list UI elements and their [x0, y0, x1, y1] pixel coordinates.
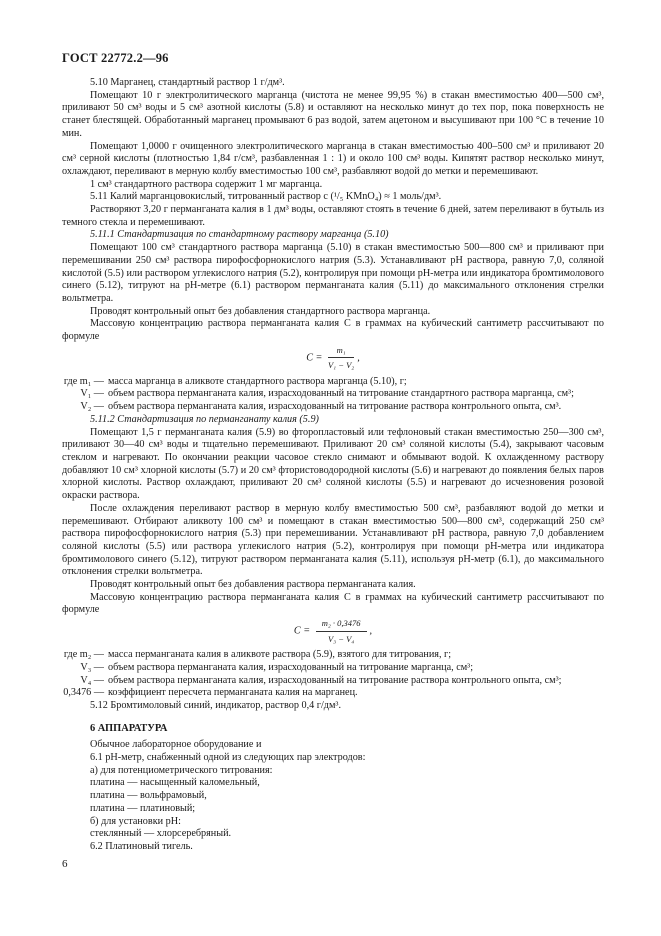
paragraph: Помещают 1,0000 г очищенного электролитического марганца в стакан вместимостью 400–500 см³ и приливают 20 см³ серной кислоты (плотностью 1,84 г/см³, разбавленная 1 : 1) и около 100 см³ воды. Кипятят раствор несколько минут, охлаждают, переливают в мерную колбу вместимостью 100 см³, разбавляют водой до метки и перемешивают.	[62, 140, 604, 177]
paragraph: 5.11.1 Стандартизация по стандартному раствору марганца (5.10)	[90, 229, 389, 241]
paragraph: платина — насыщенный каломельный,	[90, 777, 260, 789]
formula-lhs: C =	[306, 352, 323, 364]
paragraph: Массовую концентрацию раствора перманганата калия C в граммах на кубический сантиметр рассчитывают по формуле	[62, 318, 604, 343]
paragraph: 5.11.2 Стандартизация по перманганату калия (5.9)	[90, 413, 319, 425]
formula-2-legend	[62, 649, 604, 700]
page-number: 6	[62, 858, 68, 870]
legend-row	[62, 687, 604, 700]
legend-row	[62, 675, 604, 688]
legend-symbol: V₂ —	[80, 401, 104, 413]
legend-row	[62, 376, 604, 389]
formula-denominator: V₃ − V₄	[327, 633, 355, 644]
formula-numerator: m₂ · 0,3476	[316, 617, 367, 632]
section-5-10-5-11	[62, 77, 604, 344]
paragraph: а) для потенциометрического титрования:	[90, 764, 273, 776]
legend-text: коэффициент пересчета перманганата калия на марганец.	[108, 687, 358, 699]
legend-symbol: V₃ —	[80, 661, 104, 673]
formula-1-legend	[62, 376, 604, 414]
legend-row	[62, 649, 604, 662]
paragraph: 6.1 pH-метр, снабженный одной из следующих пар электродов:	[90, 752, 366, 764]
paragraph: Проводят контрольный опыт без добавления стандартного раствора марганца.	[90, 305, 431, 317]
legend-symbol: V₁ —	[80, 388, 104, 400]
paragraph: 5.11 Калий марганцовокислый, титрованный раствор c (¹/₅ KMnO₄) ≈ 1 моль/дм³.	[90, 191, 442, 203]
paragraph: 1 см³ стандартного раствора содержит 1 мг марганца.	[90, 178, 323, 190]
formula-fraction	[316, 617, 367, 645]
section-5-12	[62, 700, 604, 713]
paragraph: платина — вольфрамовый,	[90, 790, 207, 802]
paragraph: платина — платиновый;	[90, 802, 196, 814]
paragraph: После охлаждения переливают раствор в мерную колбу вместимостью 500 см³, разбавляют водой до метки и перемешивают. Отбирают аликвоту 100 см³ и помещают в стакан вместимостью 500—800 см³, содержащий 250 см³ раствора пирофосфорнокислого натрия (5.3) при перемешивании. Устанавливают pH раствора, равную 7,0 добавлением соляной кислоты (5.5) или раствора углекислого натрия (5.2), контролируя при помощи pH-метра или индикатора бромтимолового синего (5.12), титруют раствором перманганата калия (5.11), используя pH-метр (6.1), до максимального отклонения стрелки вольтметра.	[62, 502, 604, 578]
section-5-11-2	[62, 414, 604, 617]
formula-denominator: V₁ − V₂	[327, 360, 355, 371]
legend-row	[62, 401, 604, 414]
legend-symbol: V₄ —	[80, 674, 104, 686]
paragraph: Помещают 10 г электролитического марганца (чистота не менее 99,95 %) в стакан вместимостью 400—500 см³, приливают 50 см³ воды и 5 см³ азотной кислоты (5.8) и оставляют на несколько минут до тех пор, пока поверхность не станет блестящей. Обработанный марганец промывают 6 раз водой, затем ацетоном и высушивают при 100 °С в течение 10 мин.	[62, 89, 604, 139]
formula-tail: ,	[369, 625, 373, 637]
paragraph: 6.2 Платиновый тигель.	[90, 840, 193, 852]
legend-text: масса марганца в аликвоте стандартного раствора марганца (5.10), г;	[108, 375, 407, 387]
section-6-body	[62, 739, 604, 853]
legend-text: объем раствора перманганата калия, израсходованный на титрование стандартного раствора марганца, см³;	[108, 388, 574, 400]
formula-2	[62, 617, 604, 649]
section-6-title: 6 АППАРАТУРА	[90, 722, 168, 734]
formula-lhs: C =	[293, 625, 311, 637]
formula-numerator: m₁	[328, 344, 354, 359]
legend-symbol: 0,3476 —	[63, 687, 104, 699]
formula-1	[62, 344, 604, 376]
legend-text: объем раствора перманганата калия, израсходованный на титрование раствора контрольного опыта, см³;	[108, 674, 562, 686]
paragraph: Растворяют 3,20 г перманганата калия в 1 дм³ воды, оставляют стоять в течение 6 дней, затем переливают в бутыль из темного стекла и перемешивают.	[62, 204, 604, 228]
paragraph: б) для установки pH:	[90, 815, 181, 827]
paragraph: стеклянный — хлорсеребряный.	[90, 828, 232, 840]
legend-symbol: где m₂ —	[63, 649, 104, 661]
paragraph: Помещают 100 см³ стандартного раствора марганца (5.10) в стакан вместимостью 500—800 см³ и приливают при перемешивании 250 см³ раствора пирофосфорнокислого натрия (5.3). Устанавливают pH раствора, равную 7,0, соляной кислотой (5.5) или раствором углекислого натрия (5.2), контролируя при помощи pH-метра или индикатора бромтимолового синего (5.12), титруют на pH-метре (6.1) раствором перманганата калия (5.11) до максимального отклонения стрелки вольтметра.	[62, 242, 604, 304]
document-body	[62, 77, 604, 854]
paragraph: 5.12 Бромтимоловый синий, индикатор, раствор 0,4 г/дм³.	[90, 699, 342, 711]
legend-row	[62, 662, 604, 675]
paragraph: Обычное лабораторное оборудование и	[90, 739, 262, 751]
paragraph: 5.10 Марганец, стандартный раствор 1 г/дм³.	[90, 77, 285, 88]
legend-symbol: где m₁ —	[63, 375, 104, 387]
legend-text: объем раствора перманганата калия, израсходованный на титрование раствора контрольного опыта, см³.	[108, 401, 562, 413]
paragraph: Проводят контрольный опыт без добавления раствора перманганата калия.	[90, 579, 416, 591]
page-header: ГОСТ 22772.2—96	[62, 51, 169, 65]
formula-fraction	[328, 344, 354, 372]
legend-text: масса перманганата калия в аликвоте раствора (5.9), взятого для титрования, г;	[108, 649, 452, 661]
legend-row	[62, 388, 604, 401]
paragraph: Массовую концентрацию раствора перманганата калия C в граммах на кубический сантиметр рассчитывают по формуле	[62, 591, 604, 616]
paragraph: Помещают 1,5 г перманганата калия (5.9) во фторопластовый или тефлоновый стакан вместимостью 250—300 см³, приливают 30—40 см³ воды и тщательно перемешивают. Приливают 20 см³ соляной кислоты (5.4), закрывают часовым стеклом и нагревают. По окончании реакции часовое стекло снимают и обмывают водой. К охлажденному раствору добавляют 10 см³ хлорной кислоты (5.7) и 20 см³ фтористоводородной кислоты (5.6) и нагревают до появления белых паров хлорной кислоты. Раствор охлаждают, приливают 20 см³ соляной кислоты (5.5) и нагревают до исчезновения розовой окраски раствора.	[62, 426, 604, 502]
formula-tail: ,	[357, 352, 360, 364]
legend-text: объем раствора перманганата калия, израсходованный на титрование марганца, см³;	[108, 661, 474, 673]
